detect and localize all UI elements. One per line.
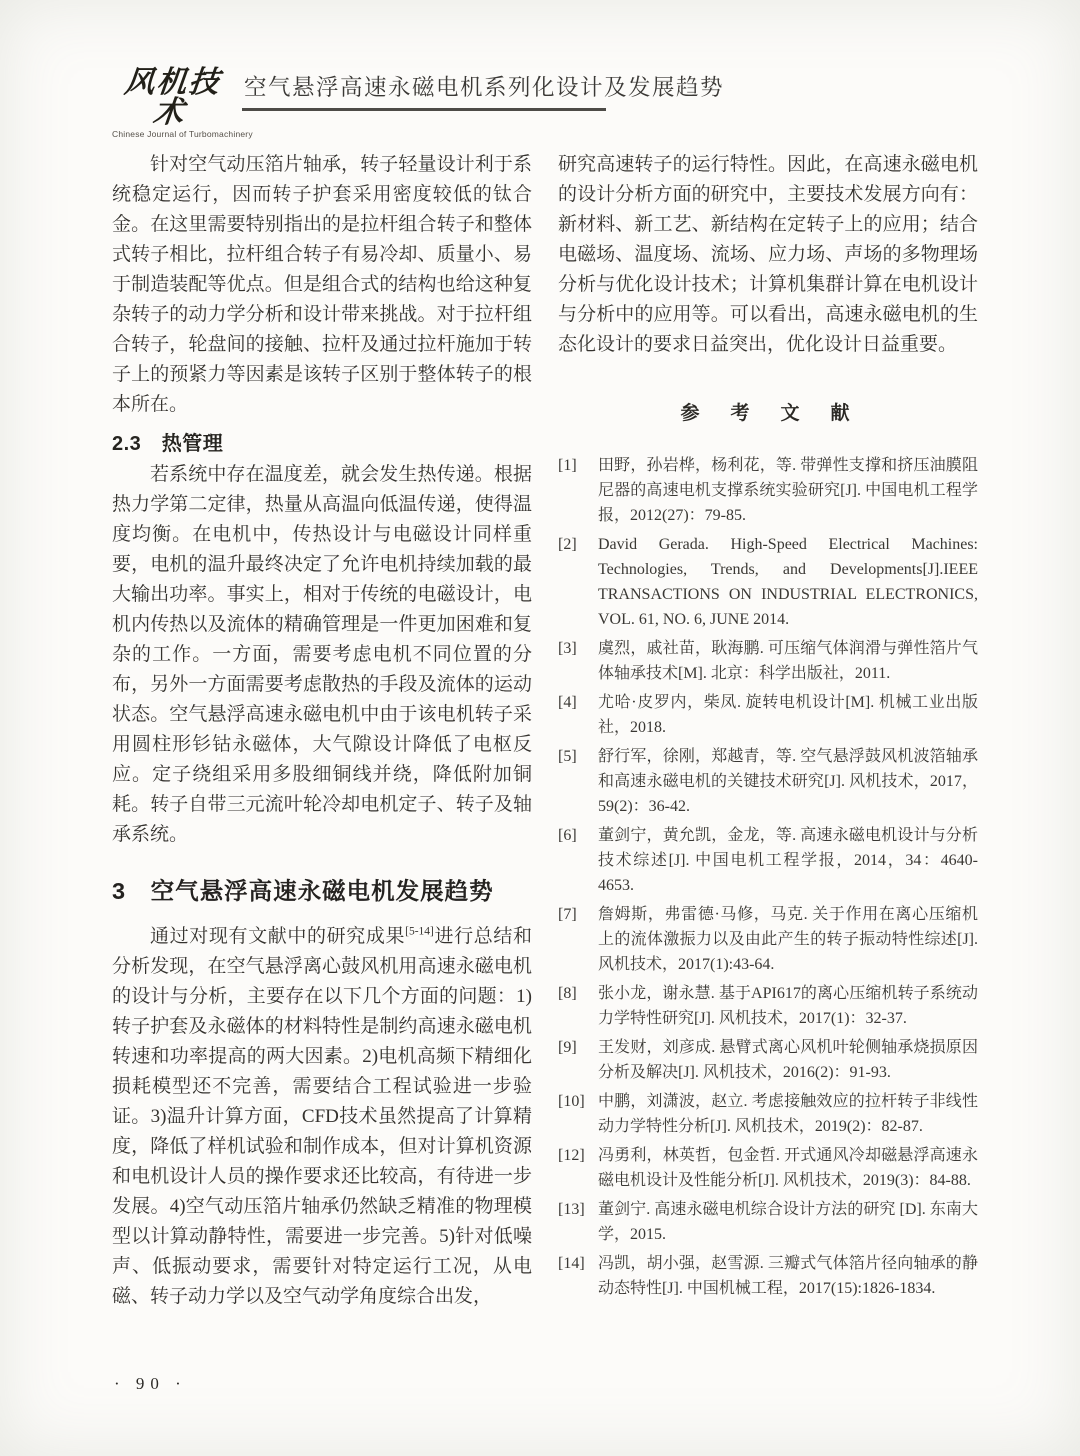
reference-item — [558, 453, 978, 528]
paragraph-foil-bearing: 针对空气动压箔片轴承，转子轻量设计利于系统稳定运行，因而转子护套采用密度较低的钛合金。在这里需要特别指出的是拉杆组合转子和整体式转子相比，拉杆组合转子有易冷却、质量小、易于制造装配等优点。但是组合式的结构也给这种复杂转子的动力学分析和设计带来挑战。对于拉杆组合转子，轮盘间的接触、拉杆及通过拉杆施加于转子上的预紧力等因素是该转子区别于整体转子的根本所在。 — [112, 154, 532, 415]
header-rule — [242, 108, 606, 111]
reference-text: 舒行军，徐刚，郑越青，等. 空气悬浮鼓风机波箔轴承和高速永磁电机的关键技术研究[J]. 风机技术，2017，59(2)：36-42. — [598, 748, 978, 815]
reference-text: 詹姆斯，弗雷德·马修，马克. 关于作用在离心压缩机上的流体激振力以及由此产生的转子振动特性综述[J]. 风机技术，2017(1):43-64. — [598, 906, 978, 973]
paragraph-trends — [112, 922, 532, 1312]
reference-text: 尤哈·皮罗内，柴凤. 旋转电机设计[M]. 机械工业出版社，2018. — [598, 694, 978, 736]
reference-text: 中鹏，刘潇波，赵立. 考虑接触效应的拉杆转子非线性动力学特性分析[J]. 风机技术，2019(2)：82-87. — [598, 1093, 978, 1135]
reference-number: [6] — [558, 827, 577, 844]
reference-number: [4] — [558, 694, 577, 711]
right-column — [558, 150, 978, 1312]
heading-2-3-thermal-management: 2.3 热管理 — [112, 433, 224, 455]
reference-text: 张小龙，谢永慧. 基于API617的离心压缩机转子系统动力学特性研究[J]. 风机技术，2017(1)：32-37. — [598, 985, 978, 1027]
reference-item — [558, 532, 978, 632]
reference-number: [14] — [558, 1255, 585, 1272]
trends-text-before-citation: 通过对现有文献中的研究成果 — [150, 926, 406, 947]
article-body — [112, 150, 978, 1312]
running-title: 空气悬浮高速永磁电机系列化设计及发展趋势 — [244, 75, 725, 100]
reference-number: [5] — [558, 748, 577, 765]
paragraph-thermal: 若系统中存在温度差，就会发生热传递。根据热力学第二定律，热量从高温向低温传递，使得温度均衡。在电机中，传热设计与电磁设计同样重要，电机的温升最终决定了允许电机持续加载的最大输出功率。事实上，相对于传统的电磁设计，电机内传热以及流体的精确管理是一件更加困难和复杂的工作。一方面，需要考虑电机不同位置的分布，另外一方面需要考虑散热的手段及流体的运动状态。空气悬浮高速永磁电机中由于该电机转子采用圆柱形钐钴永磁体，大气隙设计降低了电枢反应。定子绕组采用多股细铜线并绕，降低附加铜耗。转子自带三元流叶轮冷却电机定子、转子及轴承系统。 — [112, 464, 532, 845]
reference-text: 董剑宁，黄允凯，金龙，等. 高速永磁电机设计与分析技术综述[J]. 中国电机工程学报，2014，34：4640-4653. — [598, 827, 978, 894]
reference-text: 董剑宁. 高速永磁电机综合设计方法的研究 [D]. 东南大学，2015. — [598, 1201, 978, 1243]
journal-logo-english: Chinese Journal of Turbomachinery — [112, 129, 253, 139]
reference-number: [9] — [558, 1039, 577, 1056]
reference-item — [558, 823, 978, 898]
reference-number: [8] — [558, 985, 577, 1002]
heading-3-development-trends: 3 空气悬浮高速永磁电机发展趋势 — [112, 878, 494, 904]
reference-text: David Gerada. High-Speed Electrical Machines: Technologies, Trends, and Developments[J].IEEE TRANSACTIONS ON INDUSTRIAL ELECTRONICS, VOL. 61, NO. 6, JUNE 2014. — [598, 536, 978, 628]
journal-logo-chinese: 风机技术 — [122, 66, 223, 129]
reference-number: [1] — [558, 457, 577, 474]
citation-superscript: [5-14] — [405, 925, 434, 938]
reference-number: [7] — [558, 906, 577, 923]
paragraph-research-directions: 研究高速转子的运行特性。因此，在高速永磁电机的设计分析方面的研究中，主要技术发展方向有：新材料、新工艺、新结构在定转子上的应用；结合电磁场、温度场、流场、应力场、声场的多物理场分析与优化设计技术；计算机集群计算在电机设计与分析中的应用等。可以看出，高速永磁电机的生态化设计的要求日益突出，优化设计日益重要。 — [558, 154, 978, 355]
reference-number: [2] — [558, 536, 577, 553]
reference-item — [558, 1251, 978, 1301]
running-head — [242, 68, 726, 111]
reference-text: 冯凯，胡小强，赵雪源. 三瓣式气体箔片径向轴承的静动态特性[J]. 中国机械工程，2017(15):1826-1834. — [598, 1255, 978, 1297]
reference-list — [558, 453, 978, 1301]
left-column — [112, 150, 532, 1312]
reference-text: 虞烈，戚社苗，耿海鹏. 可压缩气体润滑与弹性箔片气体轴承技术[M]. 北京：科学出版社，2011. — [598, 640, 978, 682]
journal-logo — [112, 66, 253, 139]
reference-item — [558, 981, 978, 1031]
reference-item — [558, 1143, 978, 1193]
reference-text: 王发财，刘彦成. 悬臂式离心风机叶轮侧轴承烧损原因分析及解决[J]. 风机技术，2016(2)：91-93. — [598, 1039, 978, 1081]
reference-text: 田野，孙岩桦，杨利花，等. 带弹性支撑和挤压油膜阻尼器的高速电机支撑系统实验研究[J]. 中国电机工程学报，2012(27)：79-85. — [598, 457, 978, 524]
page-header — [112, 68, 976, 139]
reference-item — [558, 636, 978, 686]
reference-item — [558, 690, 978, 740]
reference-item — [558, 1197, 978, 1247]
reference-item — [558, 1035, 978, 1085]
reference-text: 冯勇利，林英哲，包金哲. 开式通风冷却磁悬浮高速永磁电机设计及性能分析[J]. 风机技术，2019(3)：84-88. — [598, 1147, 978, 1189]
trends-text-after-citation: 进行总结和分析发现，在空气悬浮离心鼓风机用高速永磁电机的设计与分析，主要存在以下几个方面的问题：1)转子护套及永磁体的材料特性是制约高速永磁电机转速和功率提高的两大因素。2)电机高频下精细化损耗模型还不完善，需要结合工程试验进一步验证。3)温升计算方面，CFD技术虽然提高了计算精度，降低了样机试验和制作成本，但对计算机资源和电机设计人员的操作要求还比较高，有待进一步发展。4)空气动压箔片轴承仍然缺乏精准的物理模型以计算动静特性，需要进一步完善。5)针对低噪声、低振动要求，需要针对特定运行工况，从电磁、转子动力学以及空气动学角度综合出发， — [112, 926, 532, 1307]
page-number: · 90 · — [114, 1374, 187, 1393]
references-heading: 参 考 文 献 — [680, 403, 856, 424]
reference-number: [13] — [558, 1201, 585, 1218]
reference-number: [12] — [558, 1147, 585, 1164]
reference-item — [558, 1089, 978, 1139]
reference-number: [10] — [558, 1093, 585, 1110]
reference-number: [3] — [558, 640, 577, 657]
reference-item — [558, 902, 978, 977]
reference-item — [558, 744, 978, 819]
